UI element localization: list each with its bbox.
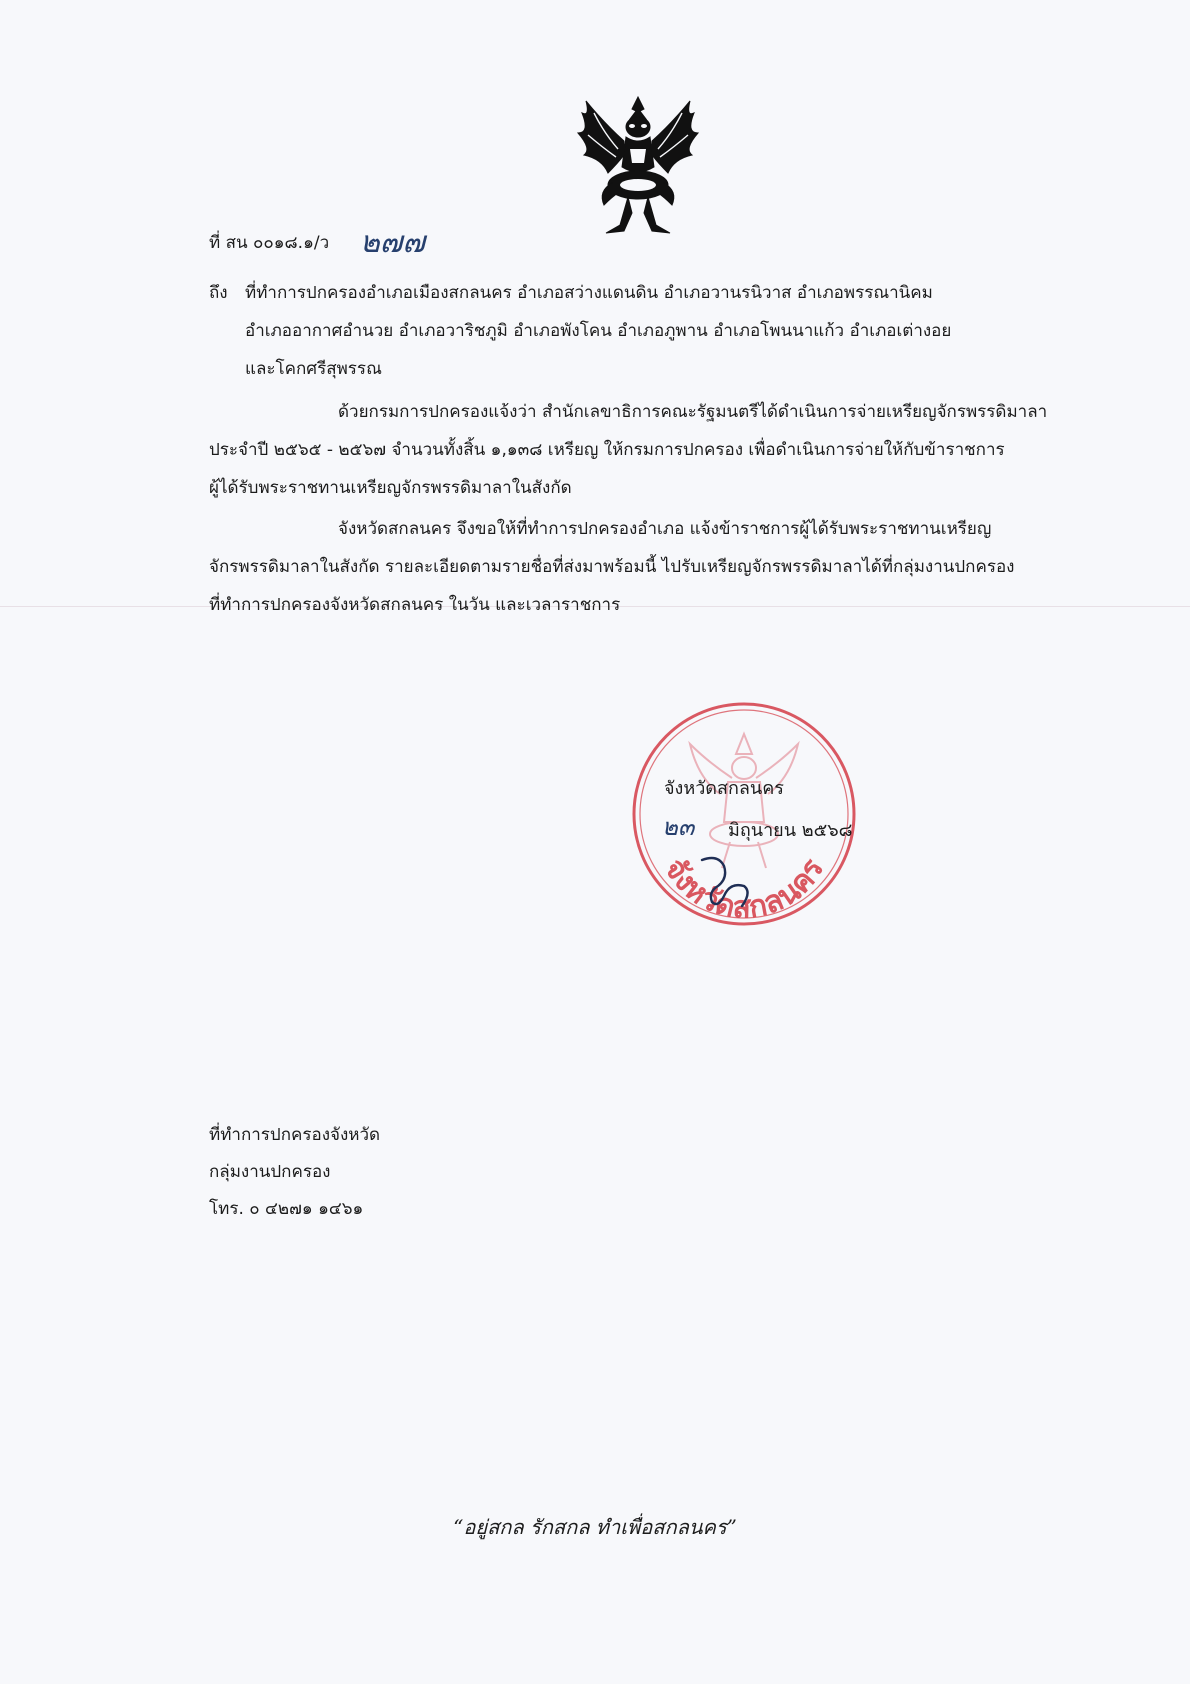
body-paragraph-2-line-2: จักรพรรดิมาลาในสังกัด รายละเอียดตามรายชื่อที่ส่งมาพร้อมนี้ ไปรับเหรียญจักรพรรดิมาลาได้ที่กลุ่มงานปกครอง bbox=[209, 557, 1015, 577]
body-paragraph-1-line-2: ประจำปี ๒๕๖๕ - ๒๕๖๗ จำนวนทั้งสิ้น ๑,๑๓๘ เหรียญ ให้กรมการปกครอง เพื่อดำเนินการจ่ายให้กับข้าราชการ bbox=[209, 440, 1005, 460]
contact-office: ที่ทำการปกครองจังหวัด bbox=[209, 1125, 381, 1145]
recipient-line-2: อำเภออากาศอำนวย อำเภอวาริชภูมิ อำเภอพังโคน อำเภอภูพาน อำเภอโพนนาแก้ว อำเภอเต่างอย bbox=[245, 321, 952, 341]
body-paragraph-2-line-3: ที่ทำการปกครองจังหวัดสกลนคร ในวัน และเวลาราชการ bbox=[209, 595, 621, 615]
recipient-line-3: และโคกศรีสุพรรณ bbox=[245, 359, 382, 379]
recipient-line-1: ที่ทำการปกครองอำเภอเมืองสกลนคร อำเภอสว่างแดนดิน อำเภอวานรนิวาส อำเภอพรรณานิคม bbox=[245, 283, 933, 303]
footer-motto: “อยู่สกล รักสกล ทำเพื่อสกลนคร” bbox=[453, 1515, 737, 1539]
signature bbox=[694, 852, 756, 910]
contact-division: กลุ่มงานปกครอง bbox=[209, 1162, 331, 1182]
body-paragraph-1-line-3: ผู้ได้รับพระราชทานเหรียญจักรพรรดิมาลาในสังกัด bbox=[209, 478, 572, 498]
body-paragraph-1-line-1: ด้วยกรมการปกครองแจ้งว่า สำนักเลขาธิการคณะรัฐมนตรีได้ดำเนินการจ่ายเหรียญจักรพรรดิมาลา bbox=[338, 402, 1048, 422]
handwritten-reference-number: ๒๗๗ bbox=[360, 225, 425, 260]
body-paragraph-2-line-1: จังหวัดสกลนคร จึงขอให้ที่ทำการปกครองอำเภอ แจ้งข้าราชการผู้ได้รับพระราชทานเหรียญ bbox=[338, 519, 992, 539]
recipient-label: ถึง bbox=[209, 283, 228, 303]
stamp-province: จังหวัดสกลนคร bbox=[664, 778, 784, 799]
contact-phone: โทร. ๐ ๔๒๗๑ ๑๔๖๑ bbox=[209, 1199, 364, 1219]
garuda-emblem-icon bbox=[568, 93, 708, 243]
document-reference: ที่ สน ๐๐๑๘.๑/ว bbox=[209, 233, 330, 253]
stamp-day: ๒๓ bbox=[662, 813, 695, 841]
stamp-month-year: มิถุนายน ๒๕๖๘ bbox=[728, 820, 853, 841]
seal-arc-text: จังหวัดสกลนคร bbox=[656, 852, 832, 926]
